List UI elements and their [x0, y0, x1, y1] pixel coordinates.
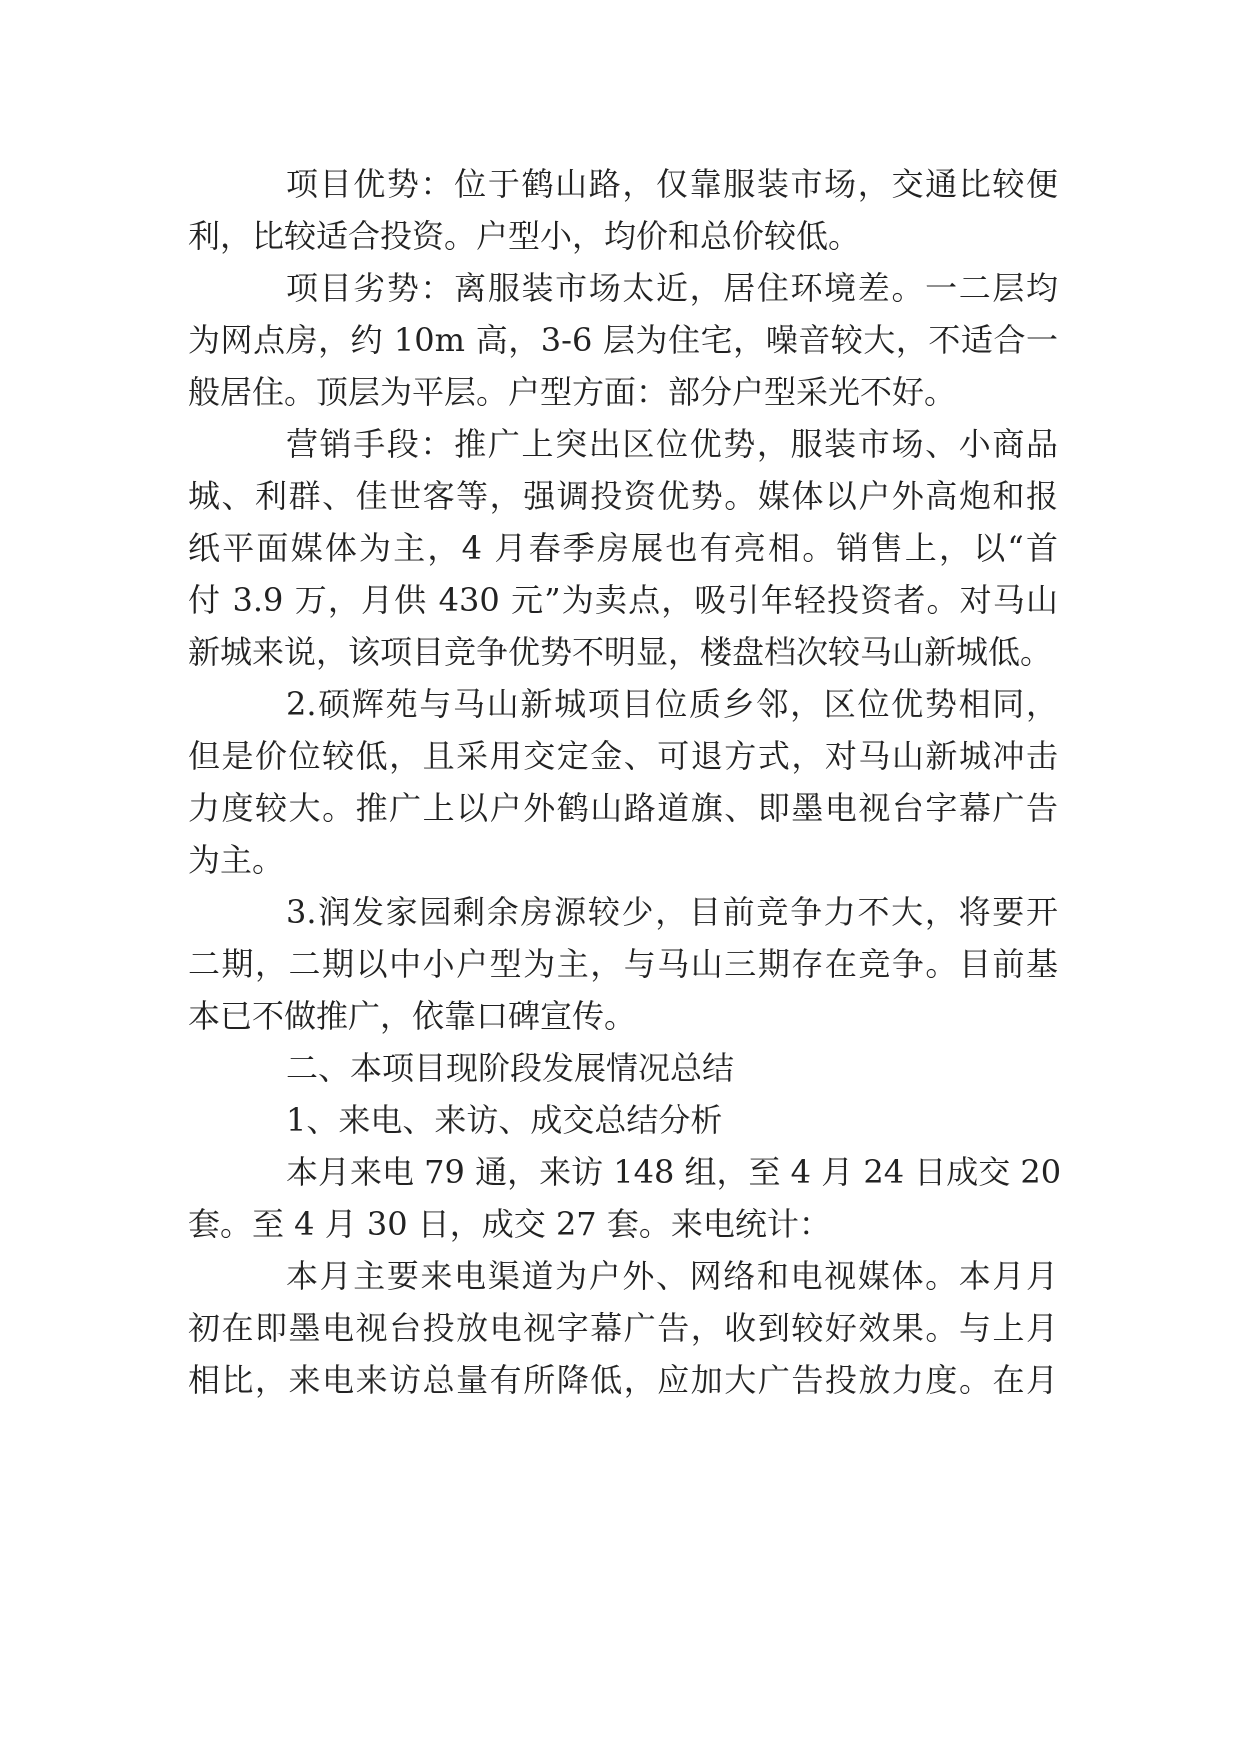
document-body: [188, 158, 1062, 1406]
text-line: 项目优势：位于鹤山路，仅靠服装市场，交通比较便: [286, 165, 1058, 203]
text-line: 套。至 4 月 30 日，成交 27 套。来电统计：: [188, 1205, 831, 1243]
text-line: 利，比较适合投资。户型小，均价和总价较低。: [188, 217, 861, 255]
text-line: 纸平面媒体为主，4 月春季房展也有亮相。销售上，以“首: [188, 529, 1058, 567]
text-line: 力度较大。推广上以户外鹤山路道旗、即墨电视台字幕广告: [188, 789, 1058, 827]
text-line: 项目劣势：离服装市场太近，居住环境差。一二层均: [286, 269, 1058, 307]
text-line: 为主。: [188, 841, 285, 879]
text-line: 为网点房，约 10m 高，3-6 层为住宅，噪音较大，不适合一: [188, 321, 1058, 359]
text-line: 付 3.9 万，月供 430 元”为卖点，吸引年轻投资者。对马山: [188, 581, 1058, 619]
text-line: 般居住。顶层为平层。户型方面：部分户型采光不好。: [188, 373, 957, 411]
text-line: 新城来说，该项目竞争优势不明显，楼盘档次较马山新城低。: [188, 633, 1053, 671]
text-line: 3.润发家园剩余房源较少，目前竞争力不大，将要开: [286, 893, 1058, 931]
text-line: 营销手段：推广上突出区位优势，服装市场、小商品: [286, 425, 1058, 463]
text-line: 2.硕辉苑与马山新城项目位质乡邻，区位优势相同，: [286, 685, 1058, 723]
text-line: 1、来电、来访、成交总结分析: [286, 1101, 723, 1139]
text-line: 相比，来电来访总量有所降低，应加大广告投放力度。在月: [188, 1361, 1058, 1399]
text-line: 城、利群、佳世客等，强调投资优势。媒体以户外高炮和报: [188, 477, 1058, 515]
text-line: 二、本项目现阶段发展情况总结: [286, 1049, 735, 1087]
text-line: 但是价位较低，且采用交定金、可退方式，对马山新城冲击: [188, 737, 1058, 775]
text-line: 本月主要来电渠道为户外、网络和电视媒体。本月月: [286, 1257, 1058, 1295]
text-line: 本月来电 79 通，来访 148 组，至 4 月 24 日成交 20: [286, 1153, 1062, 1191]
text-line: 二期，二期以中小户型为主，与马山三期存在竞争。目前基: [188, 945, 1058, 983]
text-line: 初在即墨电视台投放电视字幕广告，收到较好效果。与上月: [188, 1309, 1058, 1347]
text-line: 本已不做推广，依靠口碑宣传。: [188, 997, 637, 1035]
